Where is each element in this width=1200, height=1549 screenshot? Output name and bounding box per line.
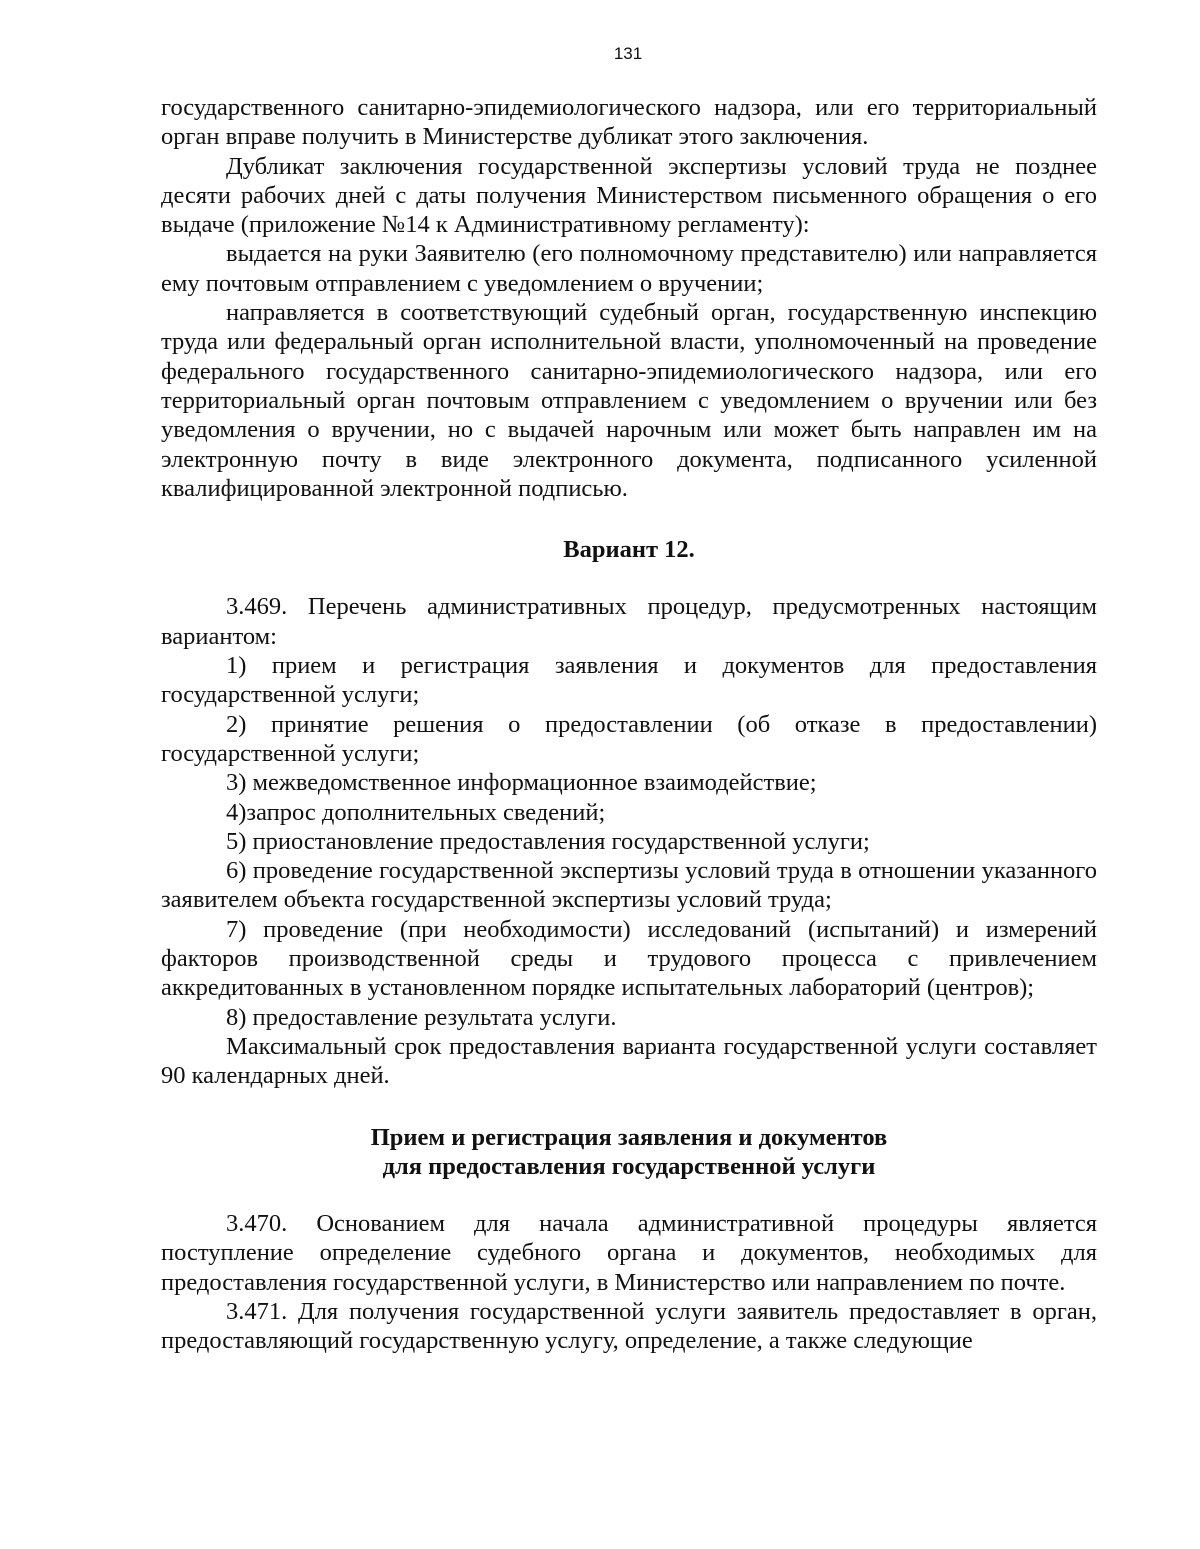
paragraph: выдается на руки Заявителю (его полномочному представителю) или направляется ему почтовым отправлением с уведомлением о вручении; xyxy=(161,240,1097,297)
paragraph: 3.469. Перечень административных процедур, предусмотренных настоящим вариантом: xyxy=(161,593,1097,650)
section-heading xyxy=(161,535,1097,564)
paragraph: направляется в соответствующий судебный орган, государственную инспекцию труда или федеральный орган исполнительной власти, уполномоченный на проведение федерального государственного санитарно-эпидемиологического надзора, или его территориальный орган почтовым отправлением с уведомлением о вручении или без уведомления о вручении, но с выдачей нарочным или может быть направлен им на электронную почту в виде электронного документа, подписанного усиленной квалифицированной электронной подписью. xyxy=(161,299,1097,502)
paragraph: 3) межведомственное информационное взаимодействие; xyxy=(226,769,817,797)
paragraph: 6) проведение государственной экспертизы условий труда в отношении указанного заявителем объекта государственной экспертизы условий труда; xyxy=(161,857,1097,914)
heading-line: Вариант 12. xyxy=(563,536,695,564)
heading-line: Прием и регистрация заявления и документов xyxy=(370,1123,888,1151)
paragraph: 8) предоставление результата услуги. xyxy=(226,1003,617,1031)
paragraph: 1) прием и регистрация заявления и документов для предоставления государственной услуги; xyxy=(161,652,1097,709)
paragraph: 3.471. Для получения государственной услуги заявитель предоставляет в орган, предоставляющий государственную услугу, определение, а также следующие xyxy=(161,1297,1097,1355)
document-body xyxy=(161,93,1097,1356)
section-heading xyxy=(161,1123,1097,1182)
paragraph: 2) принятие решения о предоставлении (об отказе в предоставлении) государственной услуги; xyxy=(161,710,1097,767)
heading-line: для предоставления государственной услуги xyxy=(382,1152,876,1180)
paragraph: 4)запрос дополнительных сведений; xyxy=(226,798,606,826)
page-number: 131 xyxy=(613,44,643,63)
paragraph: 5) приостановление предоставления государственной услуги; xyxy=(226,827,870,855)
paragraph: Максимальный срок предоставления варианта государственной услуги составляет 90 календарных дней. xyxy=(161,1032,1097,1090)
paragraph: государственного санитарно-эпидемиологического надзора, или его территориальный орган вправе получить в Министерстве дубликат этого заключения. xyxy=(161,94,1097,151)
paragraph: 7) проведение (при необходимости) исследований (испытаний) и измерений факторов производственной среды и трудового процесса с привлечением аккредитованных в установленном порядке испытательных лабораторий (центров); xyxy=(161,915,1097,1002)
paragraph: 3.470. Основанием для начала административной процедуры является поступление определение судебного органа и документов, необходимых для предоставления государственной услуги, в Министерство или направлением по почте. xyxy=(161,1210,1097,1296)
paragraph: Дубликат заключения государственной экспертизы условий труда не позднее десяти рабочих дней с даты получения Министерством письменного обращения о его выдаче (приложение №14 к Административному регламенту): xyxy=(161,152,1097,239)
